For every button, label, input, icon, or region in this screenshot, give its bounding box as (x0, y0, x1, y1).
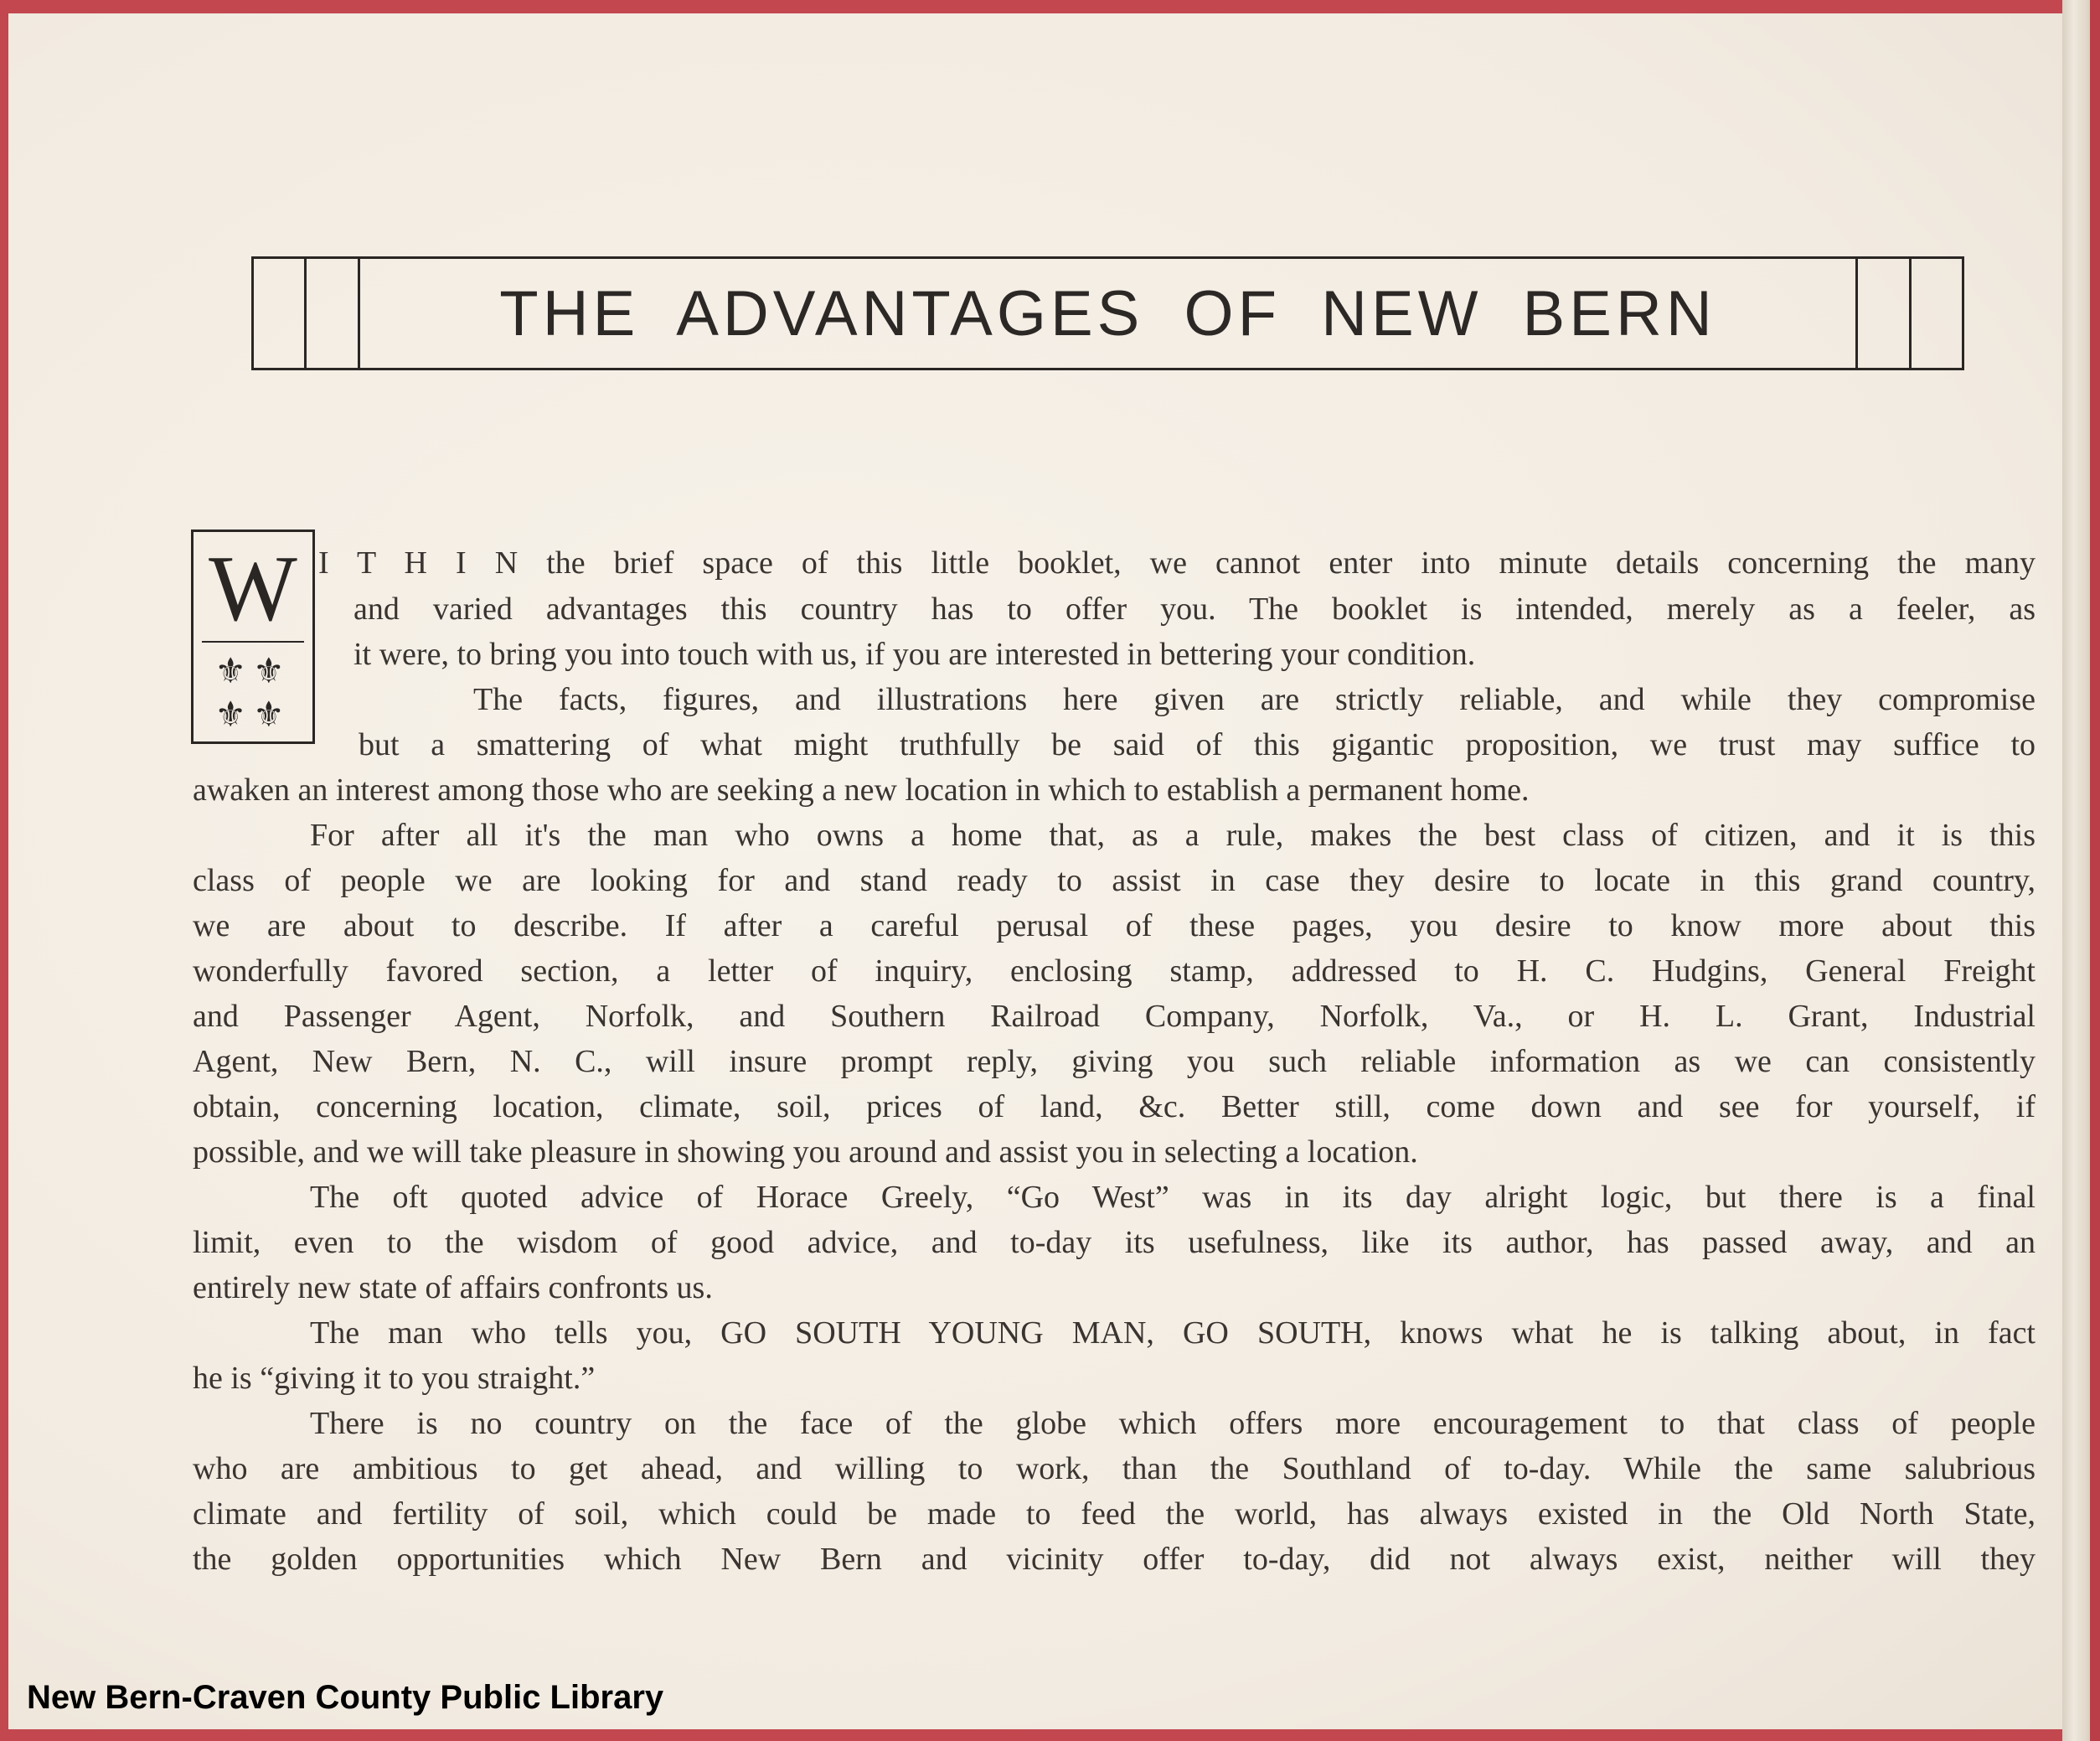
drop-cap (191, 530, 315, 744)
text-line: limit, even to the wisdom of good advice, and to-day its usefulness, like its author, has passed away, and an (193, 1225, 2036, 1260)
text-line: For after all it's the man who owns a home that, as a rule, makes the best class of citizen, and it is this (310, 818, 2036, 853)
page-title: THE ADVANTAGES OF NEW BERN (499, 278, 1716, 349)
text-line: awaken an interest among those who are seeking a new location in which to establish a permanent home. (193, 772, 1530, 808)
text-line: class of people we are looking for and stand ready to assist in case they desire to locate in this grand country, (193, 863, 2036, 898)
text-line: I T H I N the brief space of this little booklet, we cannot enter into minute details concerning the many (318, 545, 2036, 581)
text-line: he is “giving it to you straight.” (193, 1361, 596, 1396)
text-line: who are ambitious to get ahead, and willing to work, than the Southland of to-day. While the same salubrious (193, 1451, 2036, 1486)
text-line: but a smattering of what might truthfully be said of this gigantic proposition, we trust may suffice to (359, 727, 2036, 762)
fleur-de-lis-icon: ⚜⚜ ⚜⚜ (214, 650, 292, 735)
text-line: and Passenger Agent, Norfolk, and Southern Railroad Company, Norfolk, Va., or H. L. Grant, Industrial (193, 999, 2036, 1034)
text-line: entirely new state of affairs confronts us. (193, 1270, 713, 1305)
book-cover-edge (2090, 0, 2100, 1741)
text-line: we are about to describe. If after a careful perusal of these pages, you desire to know more about this (193, 908, 2036, 943)
text-line: obtain, concerning location, climate, soil, prices of land, &c. Better still, come down and see for yourself, if (193, 1089, 2036, 1124)
drop-cap-divider (202, 641, 304, 643)
drop-cap-letter: W (209, 537, 297, 641)
text-line: climate and fertility of soil, which could be made to feed the world, has always existed in the Old North State, (193, 1496, 2036, 1532)
text-line: the golden opportunities which New Bern and vicinity offer to-day, did not always exist, neither will they (193, 1542, 2036, 1577)
library-watermark: New Bern-Craven County Public Library (27, 1679, 664, 1716)
text-line: Agent, New Bern, N. C., will insure prompt reply, giving you such reliable information as we can consistently (193, 1044, 2036, 1079)
text-line: possible, and we will take pleasure in showing you around and assist you in selecting a location. (193, 1134, 1418, 1170)
text-line: The man who tells you, GO SOUTH YOUNG MAN, GO SOUTH, knows what he is talking about, in fact (310, 1315, 2036, 1351)
title-frame (251, 256, 1964, 370)
text-line: wonderfully favored section, a letter of inquiry, enclosing stamp, addressed to H. C. Hudgins, General Freight (193, 953, 2036, 989)
text-line: The facts, figures, and illustrations here given are strictly reliable, and while they compromise (473, 682, 2036, 717)
text-line: it were, to bring you into touch with us, if you are interested in bettering your condition. (353, 637, 1476, 672)
text-line: and varied advantages this country has to offer you. The booklet is intended, merely as a feeler, as (353, 592, 2036, 627)
text-line: There is no country on the face of the globe which offers more encouragement to that class of people (310, 1406, 2036, 1441)
text-line: The oft quoted advice of Horace Greely, “Go West” was in its day alright logic, but there is a final (310, 1180, 2036, 1215)
